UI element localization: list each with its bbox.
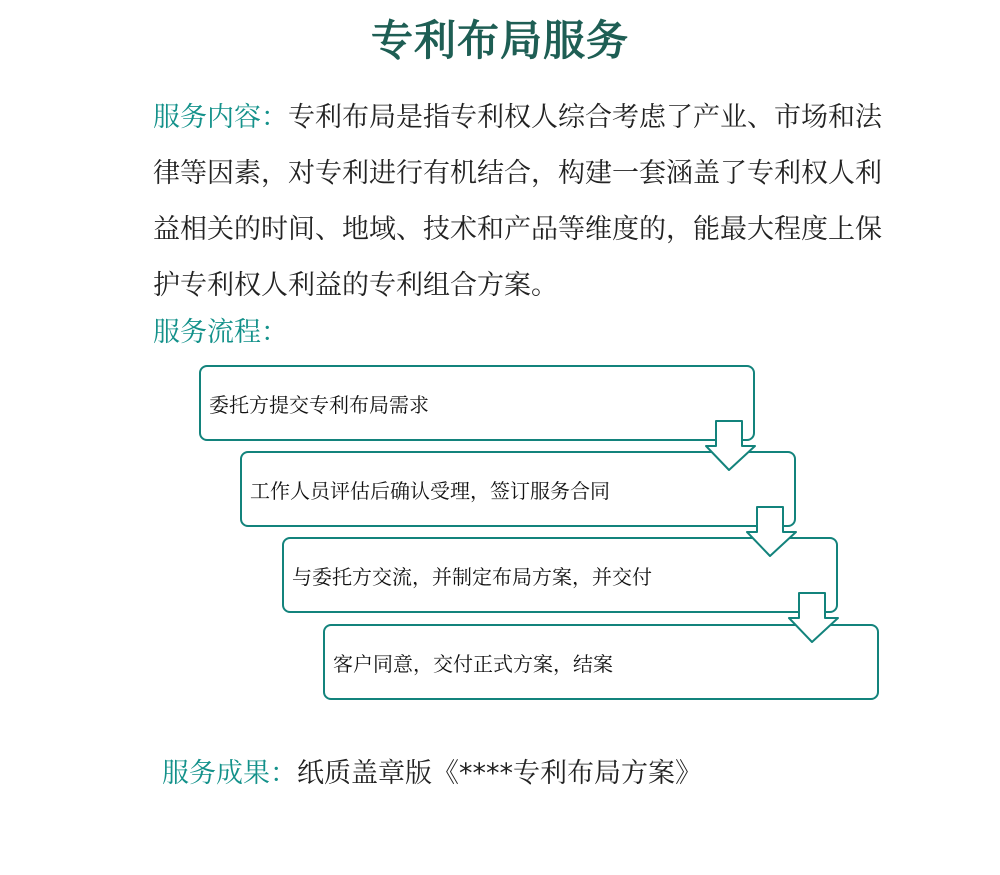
process-step-1 — [199, 365, 755, 441]
process-step-1-text: 委托方提交专利布局需求 — [209, 392, 429, 417]
process-step-4-text: 客户同意，交付正式方案，结案 — [333, 651, 613, 676]
down-arrow-icon — [745, 506, 799, 558]
service-content — [153, 90, 883, 314]
process-step-2-text: 工作人员评估后确认受理，签订服务合同 — [250, 478, 610, 503]
process-step-3-text: 与委托方交流，并制定布局方案，并交付 — [292, 564, 652, 589]
service-result-label: 服务成果： — [162, 758, 297, 789]
down-arrow-icon — [787, 592, 841, 644]
service-process-label: 服务流程： — [153, 317, 288, 348]
service-result — [162, 750, 702, 798]
service-content-label: 服务内容： — [153, 102, 288, 133]
page-title: 专利布局服务 — [370, 16, 629, 65]
service-result-text: 纸质盖章版《****专利布局方案》 — [297, 758, 702, 789]
down-arrow-icon — [704, 420, 758, 472]
service-content-text: 专利布局是指专利权人综合考虑了产业、市场和法律等因素，对专利进行有机结合，构建一套涵盖了专利权人利益相关的时间、地域、技术和产品等维度的，能最大程度上保护专利权人利益的专利组合方案。 — [153, 102, 882, 301]
